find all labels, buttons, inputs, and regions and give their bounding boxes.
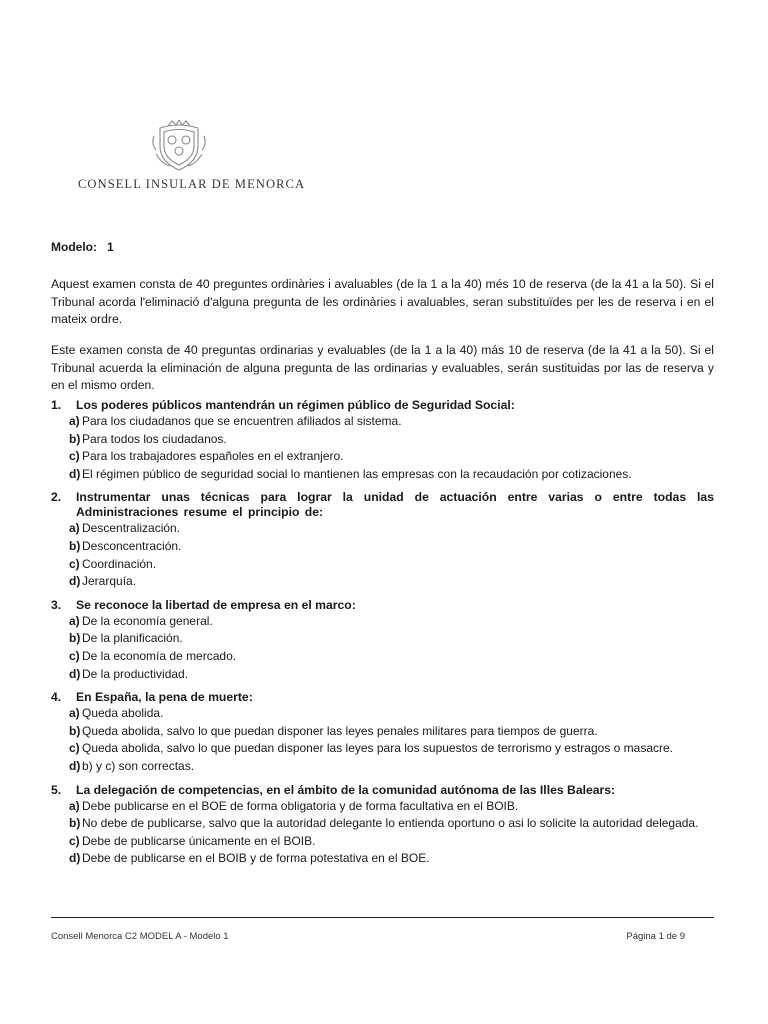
question-1 [51, 398, 714, 483]
option-letter: c) [69, 449, 80, 464]
question-text: Los poderes públicos mantendrán un régimen público de Seguridad Social: [76, 398, 515, 412]
model-line [51, 240, 114, 254]
question-text: En España, la pena de muerte: [76, 690, 253, 705]
option-text: Para los ciudadanos que se encuentren afiliados al sistema. [82, 414, 402, 428]
question-4 [51, 690, 714, 775]
option-text: De la economía general. [82, 613, 213, 628]
option [69, 520, 714, 538]
option-letter: b) [69, 538, 81, 553]
question-text: Se reconoce la libertad de empresa en el marco: [76, 597, 356, 612]
option-letter: a) [69, 521, 80, 536]
option-text: El régimen público de seguridad social lo mantienen las empresas con la recaudación por cotizaciones. [82, 466, 632, 481]
option-text: Descentralización. [82, 521, 181, 536]
option-letter: d) [69, 466, 81, 481]
option [69, 705, 714, 723]
question-text: Instrumentar unas técnicas para lograr la unidad de actuación entre varias o entre todas las Administraciones resume el principio de: [76, 490, 714, 520]
option [69, 573, 714, 591]
option-letter: b) [69, 723, 81, 738]
option-letter: a) [69, 798, 80, 813]
footer-page-number: Página 1 de 9 [626, 931, 685, 942]
option-letter: d) [69, 758, 81, 773]
option-letter: b) [69, 431, 81, 446]
option-text: Desconcentración. [82, 538, 182, 553]
option-text: No debe de publicarse, salvo que la autoridad delegante lo entienda oportuno o asi lo solicite la autoridad delegada. [82, 816, 699, 831]
question-number: 2. [51, 490, 62, 505]
option [69, 666, 714, 684]
question-number: 4. [51, 690, 62, 705]
option-text: Para todos los ciudadanos. [82, 431, 227, 446]
option-letter: c) [69, 648, 80, 663]
question-list [51, 398, 714, 875]
option [69, 758, 714, 776]
option-text: Debe publicarse en el BOE de forma obligatoria y de forma facultativa en el BOIB. [82, 798, 519, 813]
organization-name: CONSELL INSULAR DE MENORCA [78, 177, 306, 191]
model-label: Modelo: [51, 240, 97, 254]
option-text: De la productividad. [82, 666, 189, 681]
option-letter: c) [69, 741, 80, 756]
option-letter: a) [69, 613, 80, 628]
option [69, 556, 714, 574]
question-text: La delegación de competencias, en el ámbito de la comunidad autónoma de las Illes Balears: [76, 782, 616, 797]
intro-spanish: Este examen consta de 40 preguntas ordinarias y evaluables (de la 1 a la 40) más 10 de reserva (de la 41 a la 50). Si el Tribunal acuerda la eliminación de alguna pregunta de las ordinarias y evaluables, serán sustituidas por las de reserva y en el mismo orden. [51, 343, 714, 392]
option-text: Para los trabajadores españoles en el extranjero. [82, 449, 344, 464]
option-letter: a) [69, 706, 80, 721]
option-text: Jerarquía. [82, 574, 137, 589]
option-letter: d) [69, 666, 81, 681]
option [69, 740, 714, 758]
option [69, 630, 714, 648]
option [69, 466, 714, 484]
option-letter: a) [69, 414, 80, 428]
option-letter: c) [69, 556, 80, 571]
option-text: Debe de publicarse en el BOIB y de forma potestativa en el BOE. [82, 851, 430, 866]
option-letter: b) [69, 816, 81, 831]
coat-of-arms-icon [150, 120, 208, 174]
option [69, 798, 714, 816]
option-letter: b) [69, 631, 81, 646]
option-text: Queda abolida, salvo lo que puedan disponer las leyes penales militares para tiempos de guerra. [82, 723, 598, 738]
question-2 [51, 490, 714, 590]
option-text: Coordinación. [82, 556, 157, 571]
option [69, 538, 714, 556]
question-3 [51, 598, 714, 683]
option-letter: c) [69, 833, 80, 848]
option [69, 648, 714, 666]
option [69, 850, 714, 868]
option [69, 833, 714, 851]
option-letter: d) [69, 574, 81, 589]
option [69, 448, 714, 466]
option [69, 815, 714, 833]
question-number: 5. [51, 782, 62, 797]
option-text: Debe de publicarse únicamente en el BOIB. [82, 833, 316, 848]
option [69, 431, 714, 449]
question-5 [51, 783, 714, 868]
question-number: 3. [51, 597, 62, 612]
footer-document-id: Consell Menorca C2 MODEL A - Modelo 1 [51, 931, 229, 942]
question-number: 1. [51, 398, 62, 412]
footer-divider [51, 917, 714, 918]
option-text: De la planificación. [82, 631, 183, 646]
option [69, 413, 714, 431]
option-text: b) y c) son correctas. [82, 758, 195, 773]
option-text: Queda abolida, salvo lo que puedan disponer las leyes para los supuestos de terrorismo y estragos o masacre. [82, 741, 674, 756]
option-text: De la economía de mercado. [82, 648, 237, 663]
model-number: 1 [107, 240, 114, 254]
intro-catalan: Aquest examen consta de 40 preguntes ordinàries i avaluables (de la 1 a la 40) més 10 de reserva (de la 41 a la 50). Si el Tribunal acorda l'eliminació d'alguna pregunta de les ordinàries i avaluables, seran substituïdes per les de reserva i en el mateix ordre. [51, 277, 714, 326]
option-text: Queda abolida. [82, 706, 164, 721]
option [69, 613, 714, 631]
option-letter: d) [69, 851, 81, 866]
option [69, 723, 714, 741]
